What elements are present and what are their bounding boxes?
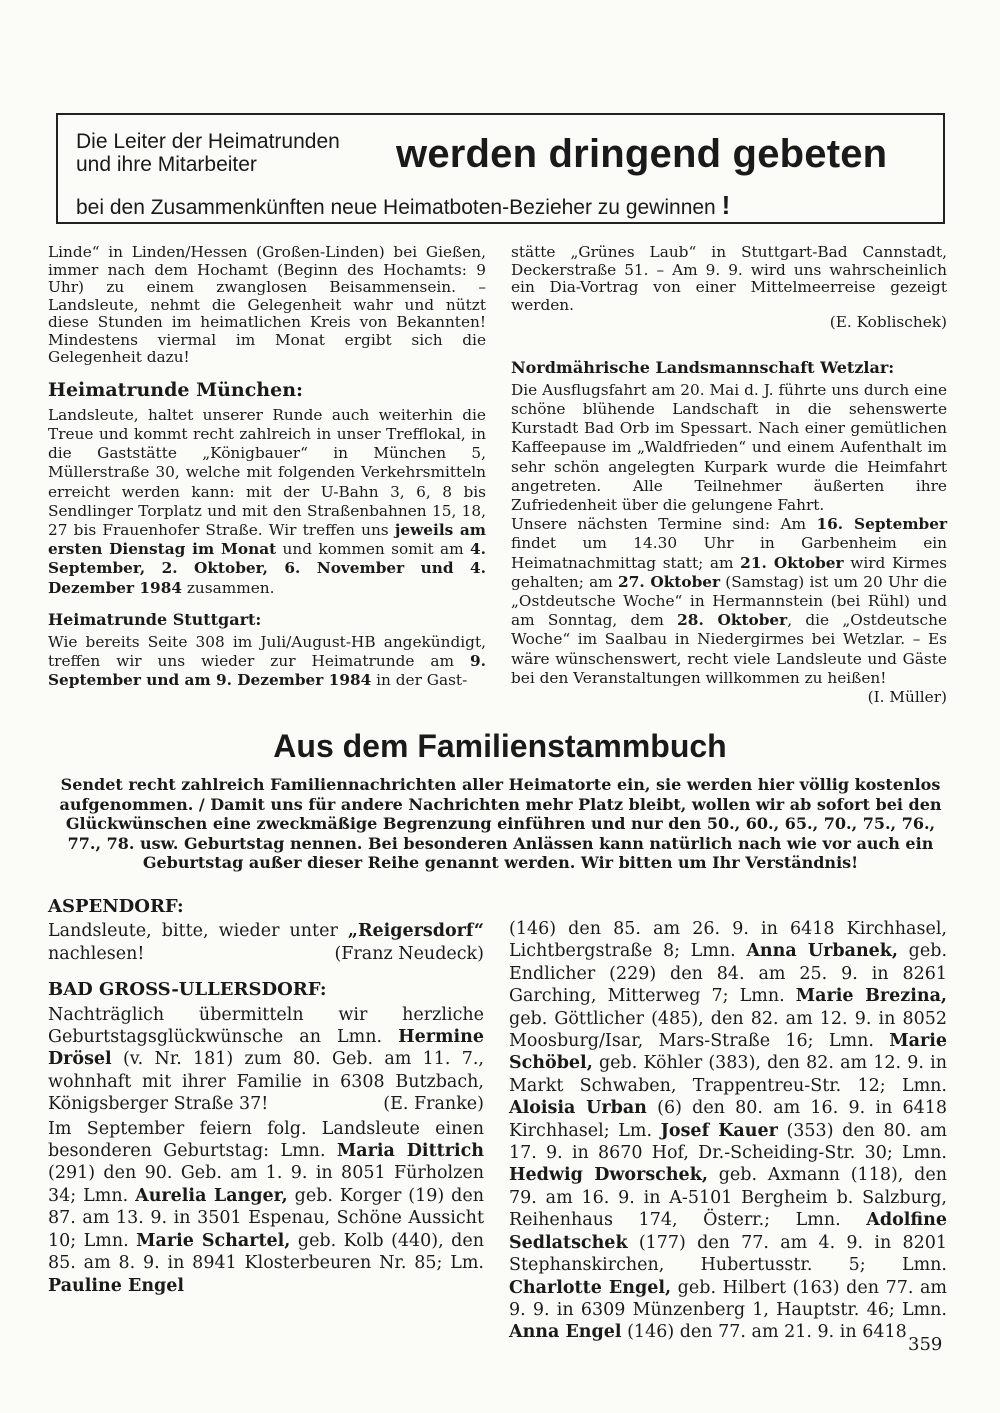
bold-run: 9. September und am 9. Dezember 1984 (48, 652, 486, 690)
bold-run: Adolfine Sedlatschek (509, 1210, 947, 1253)
bold-run: Charlotte Engel, (509, 1277, 672, 1298)
text-run: in der Gast- (371, 671, 468, 690)
text-run: geb. Axmann (118), den 79. am 16. 9. in A-5101 Bergheim b. Salzburg, Reihenhaus 174, Österr.; Lmn. (509, 1165, 947, 1231)
banner-line-1: Die Leiter der Heimatrunden (76, 130, 340, 153)
banner-headline: werden dringend gebeten (396, 132, 888, 176)
birthday-list-continued (509, 918, 947, 1344)
bottom-right-column (509, 918, 947, 1344)
text-run: Nachträglich übermitteln wir herzliche Geburtstagsglückwünsche an Lmn. (48, 1004, 484, 1048)
text-run: Unsere nächsten Termine sind: Am (511, 515, 817, 534)
heimatboten-banner (56, 113, 945, 224)
bold-run: Marie Brezina, (795, 986, 948, 1007)
page-number: 359 (908, 1334, 943, 1355)
text-run: (v. Nr. 181) zum 80. Geb. am 11. 7., wohnhaft mit ihrer Familie in 6308 Butzbach, Königsberger Straße 37! (48, 1049, 484, 1115)
text-run: geb. Köhler (383), den 82. am 12. 9. in Markt Schwaben, Trappentreu-Str. 12; Lmn. (509, 1053, 947, 1096)
linden-paragraph: Linde“ in Linden/Hessen (Großen-Linden) bei Gießen, immer nach dem Hochamt (Beginn des Hochamts: 9 Uhr) zu einem zwanglosen Beisammensein. – Landsleute, nehmt die Gelegenheit wahr und nützt diese Stunden im heimatlichen Kreis von Bekannten! Mindestens viermal im Monat ergibt sich die Gelegenheit dazu! (48, 243, 486, 366)
text-run: , die „Ostdeutsche Woche“ im Saalbau in Niedergirmes bei Wetzlar. – Es wäre wünschenswert, recht viele Landsleute und Gäste bei den Veranstaltungen willkommen zu heißen! (511, 611, 947, 687)
text-run: geb. Endlicher (229) den 84. am 25. 9. in 8261 Garching, Mitterweg 7; Lmn. (509, 941, 948, 1007)
text-run: Landsleute, bitte, wieder unter (48, 921, 348, 942)
text-run: nachlesen! (48, 943, 145, 964)
bold-run: Marie Schartel, (136, 1230, 291, 1251)
text-run: zusammen. (182, 578, 275, 597)
stuttgart-paragraph (48, 633, 486, 691)
bold-run: 16. September (816, 515, 948, 534)
bold-run: jeweils am ersten Dienstag im Monat (48, 520, 486, 559)
wetzlar-paragraph-2 (511, 515, 947, 688)
bold-run: Pauline Engel (48, 1275, 185, 1296)
text-run: findet um 14.30 Uhr in Garbenheim ein Heimatnachmittag statt; am (511, 534, 947, 572)
bold-run: Anna Urbanek, (746, 941, 899, 962)
bold-run: Aurelia Langer, (135, 1185, 288, 1206)
bold-run: Maria Dittrich (336, 1141, 484, 1162)
heading-muenchen: Heimatrunde München: (48, 378, 304, 401)
signature-mueller: (I. Müller) (867, 687, 947, 706)
section-intro: Sendet recht zahlreich Familiennachrichten aller Heimatorte ein, sie werden hier völlig kostenlos aufgenommen. / Damit uns für andere Nachrichten mehr Platz bleibt, wollen wir ab sofort bei den Glückwünschen eine zweckmäßige Begrenzung einführen und nur den 50., 60., 65., 70., 75., 76., 77., 78. usw. Geburtstag nennen. Bei besonderen Anlässen kann natürlich nach wie vor auch ein Geburtstag außer dieser Reihe genannt werden. Wir bitten um Ihr Verständnis! (59, 775, 942, 873)
text-run: (6) den 80. am 16. 9. in 6418 Kirchhasel; Lm. (509, 1098, 947, 1141)
signature-koblischek: (E. Koblischek) (829, 313, 947, 331)
text-run: (146) den 77. am 21. 9. in 6418 (621, 1322, 907, 1343)
section-title: Aus dem Familienstammbuch (273, 728, 727, 764)
signature-row (511, 314, 947, 332)
muenchen-paragraph (48, 406, 486, 598)
bold-run: 28. Oktober (677, 611, 788, 630)
signature-franke: (E. Franke) (383, 1094, 484, 1115)
text-run: (146) den 85. am 26. 9. in 6418 Kirchhasel, Lichtbergstraße 8; Lmn. (509, 919, 947, 962)
bold-run: „Reigersdorf“ (347, 921, 484, 942)
text-run: geb. Kolb (440), den 85. am 8. 9. in 8941 Klosterbeuren Nr. 85; Lm. (48, 1230, 484, 1274)
left-column (48, 244, 486, 691)
text-run: (291) den 90. Geb. am 1. 9. in 8051 Fürholzen 34; Lmn. (48, 1163, 484, 1206)
text-run: wird Kirmes gehalten; am (511, 553, 947, 591)
text-run: (177) den 77. am 4. 9. in 8201 Stephanskirchen, Hubertusstr. 5; Lmn. (509, 1232, 947, 1276)
text-run: geb. Hilbert (163) den 77. am 9. 9. in 6309 Münzenberg 1, Hauptstr. 46; Lmn. (509, 1277, 947, 1320)
bold-run: Hedwig Dworschek, (509, 1165, 708, 1186)
heading-stuttgart: Heimatrunde Stuttgart: (48, 609, 262, 629)
text-run: Wie bereits Seite 308 im Juli/August-HB angekündigt, treffen wir uns wieder zur Heimatrunde am (48, 632, 486, 671)
heading-wetzlar: Nordmährische Landsmannschaft Wetzlar: (511, 357, 895, 377)
text-run: Im September feiern folg. Landsleute einen besonderen Geburtstag: Lmn. (48, 1118, 484, 1162)
signature-row (511, 688, 947, 707)
bold-run: 21. Oktober (740, 553, 844, 572)
bold-run: Josef Kauer (660, 1120, 778, 1141)
heading-ullersdorf: BAD GROSS-ULLERSDORF: (48, 979, 327, 1001)
bold-run: Marie Schöbel, (509, 1031, 947, 1074)
text-run: geb. Korger (19) den 87. am 13. 9. in 3501 Espenau, Schöne Aussicht 10; Lmn. (48, 1185, 484, 1251)
heading-aspendorf: ASPENDORF: (48, 896, 184, 917)
stuttgart-continued: stätte „Grünes Laub“ in Stuttgart-Bad Cannstadt, Deckerstraße 51. – Am 9. 9. wird uns wahrscheinlich ein Dia-Vortrag von einer Mittelmeerreise gezeigt werden. (511, 243, 947, 314)
right-column (511, 244, 947, 707)
banner-request (76, 190, 730, 221)
text-run: Landsleute, haltet unserer Runde auch weiterhin die Treue und kommt recht zahlreich in unser Trefflokal, in die Gaststätte „Königbauer“ in München 5, Müllerstraße 30, welche mit folgenden Verkehrsmitteln erreicht werden kann: mit der U-Bahn 3, 6, 8 bis Sendlinger Torplatz und mit den Straßenbahnen 15, 18, 27 bis Frauenhofer Straße. Wir treffen uns (48, 405, 486, 539)
signature-neudeck: (Franz Neudeck) (334, 943, 484, 964)
aspendorf-paragraph (48, 920, 484, 965)
text-run: (Samstag) ist um 20 Uhr die „Ostdeutsche Woche“ in Hermannstein (bei Rühl) und am Sonntag, dem (511, 572, 948, 630)
bold-run: Aloisia Urban (509, 1098, 647, 1119)
bold-run: Anna Engel (509, 1322, 622, 1343)
bold-run: 4. September, 2. Oktober, 6. November und 4. Dezember 1984 (48, 540, 486, 597)
bottom-left-column (48, 896, 484, 1297)
banner-line-2: und ihre Mitarbeiter (76, 153, 257, 176)
text-run: und kommen somit am (276, 540, 471, 559)
banner-request-text: bei den Zusammenkünften neue Heimatboten-Bezieher zu gewinnen (76, 196, 716, 219)
text-run: (353) den 80. am 17. 9. in 8670 Hof, Dr.-Scheiding-Str. 30; Lmn. (509, 1120, 948, 1164)
ullersdorf-paragraph-1 (48, 1004, 484, 1116)
banner-addressees (76, 130, 340, 176)
bold-run: 27. Oktober (618, 572, 721, 591)
banner-exclamation: ! (721, 190, 731, 220)
text-run: geb. Göttlicher (485), den 82. am 12. 9. in 8052 Moosburg/Isar, Mars-Straße 16; Lmn. (509, 1008, 947, 1052)
ullersdorf-paragraph-2 (48, 1118, 484, 1297)
wetzlar-paragraph-1: Die Ausflugsfahrt am 20. Mai d. J. führte uns durch eine schöne blühende Landschaft in die sehenswerte Kurstadt Bad Orb im Spessart. Nach einer gemütlichen Kaffeepause im „Waldfrieden“ und einem Aufenthalt im sehr schön angelegten Kurpark wurde die Heimfahrt angetreten. Alle Teilnehmer äußerten ihre Zufriedenheit über die gelungene Fahrt. (511, 380, 947, 514)
bold-run: Hermine Drösel (48, 1027, 484, 1070)
